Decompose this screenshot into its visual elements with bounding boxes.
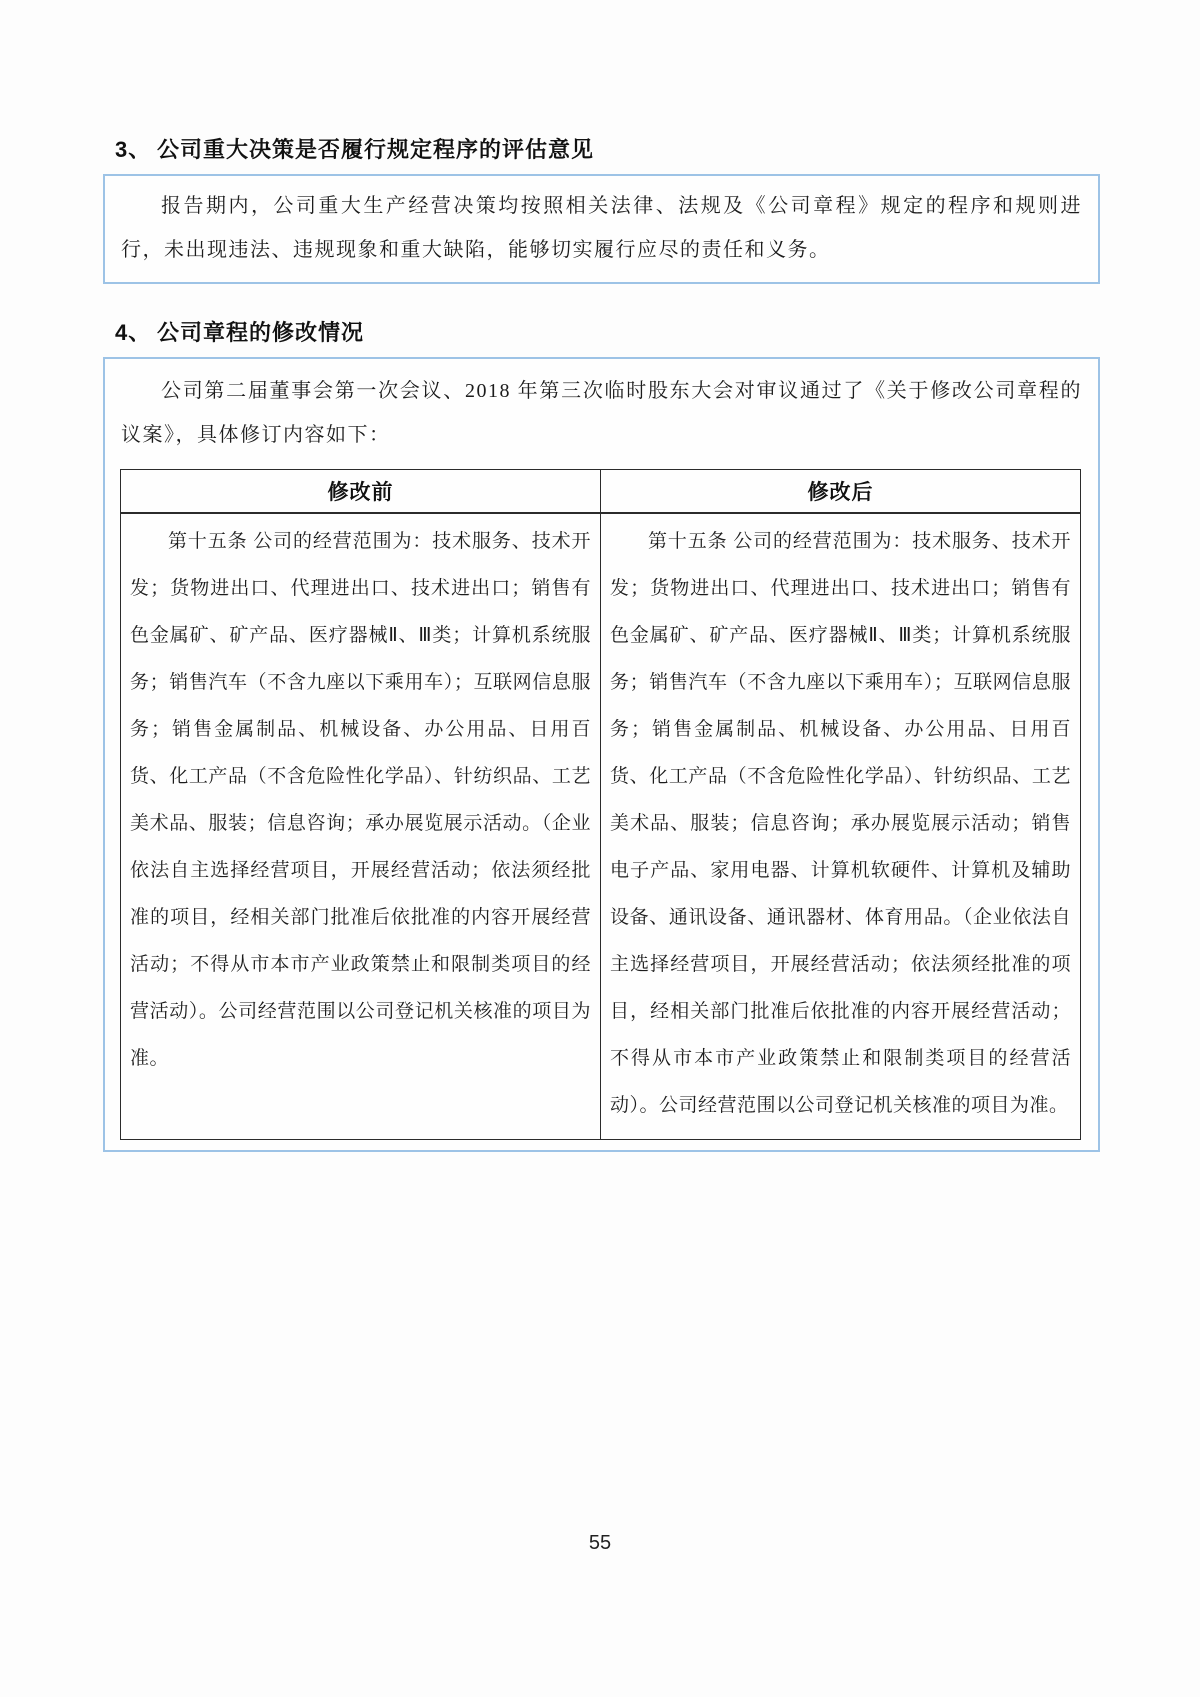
section-3-body: 报告期内，公司重大生产经营决策均按照相关法律、法规及《公司章程》规定的程序和规则进行，未出现违法、违规现象和重大缺陷，能够切实履行应尽的责任和义务。 [121, 195, 1082, 261]
cell-before-text: 第十五条 公司的经营范围为：技术服务、技术开发；货物进出口、代理进出口、技术进出口；销售有色金属矿、矿产品、医疗器械Ⅱ、Ⅲ类；计算机系统服务；销售汽车（不含九座以下乘用车）；互联网信息服务；销售金属制品、机械设备、办公用品、日用百货、化工产品（不含危险性化学品）、针纺织品、工艺美术品、服装；信息咨询；承办展览展示活动。（企业依法自主选择经营项目，开展经营活动；依法须经批准的项目，经相关部门批准后依批准的内容开展经营活动；不得从市本市产业政策禁止和限制类项目的经营活动）。公司经营范围以公司登记机关核准的项目为准。 [130, 531, 591, 1069]
section-3-number: 3、 [115, 137, 152, 162]
column-header-before: 修改前 [121, 470, 601, 514]
column-header-after: 修改后 [601, 470, 1081, 514]
section-major-decisions [103, 133, 1100, 284]
section-4-title: 公司章程的修改情况 [157, 320, 365, 345]
table-header-row [121, 470, 1081, 514]
table-row [121, 513, 1081, 1140]
section-4-number: 4、 [115, 320, 152, 345]
section-charter-amendment [103, 316, 1100, 1152]
page-number: 55 [588, 1532, 612, 1554]
amendment-comparison-table [120, 469, 1081, 1140]
section-4-intro: 公司第二届董事会第一次会议、2018 年第三次临时股东大会对审议通过了《关于修改公司章程的议案》，具体修订内容如下： [121, 380, 1082, 446]
cell-after [601, 513, 1081, 1140]
section-4-box [103, 357, 1100, 1152]
cell-after-text: 第十五条 公司的经营范围为：技术服务、技术开发；货物进出口、代理进出口、技术进出口；销售有色金属矿、矿产品、医疗器械Ⅱ、Ⅲ类；计算机系统服务；销售汽车（不含九座以下乘用车）；互联网信息服务；销售金属制品、机械设备、办公用品、日用百货、化工产品（不含危险性化学品）、针纺织品、工艺美术品、服装；信息咨询；承办展览展示活动；销售电子产品、家用电器、计算机软硬件、计算机及辅助设备、通讯设备、通讯器材、体育用品。（企业依法自主选择经营项目，开展经营活动；依法须经批准的项目，经相关部门批准后依批准的内容开展经营活动；不得从市本市产业政策禁止和限制类项目的经营活动）。公司经营范围以公司登记机关核准的项目为准。 [610, 531, 1071, 1116]
section-3-title: 公司重大决策是否履行规定程序的评估意见 [157, 137, 595, 162]
section-3-heading [115, 133, 1100, 164]
cell-before [121, 513, 601, 1140]
section-4-heading [115, 316, 1100, 347]
section-3-box [103, 174, 1100, 284]
